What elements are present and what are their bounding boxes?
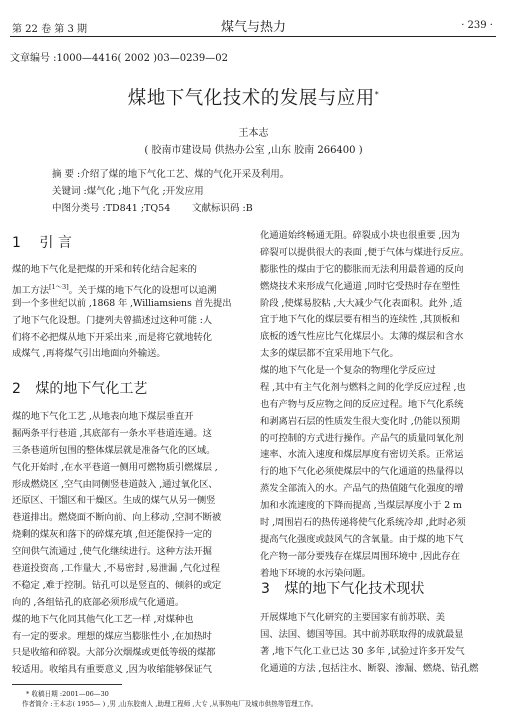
title-footnote-mark: * [374, 89, 380, 99]
text-line: 还原区、干馏区和干燥区。生成的煤气从另一侧竖 [12, 495, 216, 507]
text-line: 掘两条平行巷道 ,其底部有一条水平巷道连通。这 [12, 427, 212, 439]
text-line: 不稳定 ,难于控制。钻孔可以是竖直的、倾斜的或定 [12, 579, 222, 591]
text-line: 宜于地下气化的煤层要有相当的连续性 ,其顶板和 [260, 314, 460, 326]
text-line: 时 ,周围岩石的热传递将使气化系统冷却 ,此时必须 [260, 517, 466, 529]
section-title: 煤的地下气化技术现状 [284, 581, 425, 597]
text-line: 燃烧技术来形成气化通道 ,同时它受热时存在塑性 [260, 280, 460, 292]
text-line: 化通道始终畅通无阻。碎裂成小块也很重要 ,因为 [260, 230, 460, 241]
citation-ref: [1～3] [48, 282, 69, 291]
text-line: 向的 ,各组钻孔的底部必须形成气化通道。 [12, 596, 185, 608]
text-line: 速率、水流入速度和煤层厚度有密切关系。正常运 [260, 449, 464, 461]
text-line: 碎裂可以提供很大的表面 ,便于气体与煤进行反应。 [260, 246, 470, 258]
section-number: 3 [261, 581, 270, 597]
document-code: 文献标识码 :B [192, 203, 253, 214]
text-line: 煤的地下气化同其他气化工艺一样 ,对煤种也 [12, 613, 194, 625]
text-line: 提高气化强度或鼓风气的含氧量。由于煤的地下气 [260, 533, 464, 545]
text-line: 蒸发全部流入的水。产品气的热值随气化强度的增 [260, 483, 464, 495]
right-column-paragraph-1 [260, 228, 469, 363]
text-line: 国、法国、德国等国。其中前苏联取得的成就最显 [260, 628, 464, 640]
classification-code: 中图分类号 :TD841 ;TQ54 [52, 203, 171, 214]
text-line: 的可控制的方式进行操作。产品气的质量同氧化剂 [260, 432, 464, 444]
section-1-heading [12, 232, 72, 252]
author: 王本志 [238, 128, 269, 139]
text-line: 只是收缩和碎裂。大部分次烟煤或更低等级的煤都 [12, 647, 216, 659]
right-column-paragraph-3 [260, 610, 478, 678]
text-line: 开展煤地下气化研究的主要国家有前苏联、美 [260, 612, 445, 623]
text-line: 了地下气化设想。门捷列夫曾描述过这种可能 :人 [12, 314, 213, 326]
text-line: 化通道的方法 ,包括注水、断裂、渗漏、燃烧、钻孔燃 [260, 662, 479, 674]
text-line: 有一定的要求。理想的煤应当膨胀性小 ,在加热时 [12, 630, 212, 642]
article-id: 文章编号 :1000—4416( 2002 )03—0239—02 [10, 53, 228, 64]
section-2-heading [12, 378, 147, 398]
text-line: 著 ,地下气化工业已达 30 多年 ,试验过许多开发气 [260, 645, 465, 657]
text-line: 烧剩的煤灰和落下的碎煤充填 ,但还能保持一定的 [12, 529, 212, 541]
section-number: 2 [12, 381, 21, 397]
text-line: 着地下环境的水污染问题。 [260, 567, 371, 579]
journal-name: 煤气与热力 [220, 20, 286, 35]
footnote-received: * 收稿日期 :2001—06—30 [26, 690, 109, 698]
text-line: 巷道排出。燃烧面不断向前、向上移动 ,空洞不断被 [12, 512, 222, 524]
paper-title-text: 煤地下气化技术的发展与应用 [127, 88, 375, 109]
text-line: 阶段 ,使煤易胶粘 ,大大减少气化表面积。此外 ,适 [260, 297, 463, 309]
text-line: 巷道投资高 ,工作量大 ,不易密封 ,易泄漏 ,气化过程 [12, 563, 220, 575]
text-line: 气化开始时 ,在水平巷道一侧用可燃物质引燃煤层 , [12, 461, 218, 473]
process-paragraph [12, 409, 221, 679]
text-line: 三条巷道所包围的整体煤层就是准备气化的区域。 [12, 444, 216, 456]
right-column-paragraph-2 [260, 363, 466, 583]
section-title: 煤的地下气化工艺 [35, 381, 148, 397]
text-line: 加和水流速度的下降而提高 ,当煤层厚度小于 2 m [260, 500, 462, 512]
paper-title [0, 84, 507, 110]
text-line: 煤的地下气化是一个复杂的物理化学反应过 [260, 365, 436, 376]
footnote-rule [12, 684, 122, 685]
text-line: 煤的地下气化工艺 ,从地表向地下煤层垂直开 [12, 411, 194, 422]
footnote-author-bio: 作者简介 :王本志( 1955— ) ,男 ,山东胶南人 ,助理工程师 ,大专 ,从事热电厂及城市供热等管理工作。 [22, 700, 318, 708]
text-line: 程 ,其中有主气化剂与燃料之间的化学反应过程 ,也 [260, 381, 466, 393]
text-line: 们将不必把煤从地下开采出来 ,而是将它就地转化 [12, 331, 212, 343]
text-line: 较适用。收缩具有重要意义 ,因为收缩能够保证气 [12, 664, 212, 676]
section-number: 1 [12, 235, 21, 251]
text-line: 也有产物与反应物之间的反应过程。地下气化系统 [260, 398, 464, 410]
intro-paragraph [12, 262, 232, 363]
abstract: 摘 要 :介绍了煤的地下气化工艺、煤的气化开采及利用。 [52, 169, 290, 180]
text-line: 和剥离岩石层的性质发生很大变化时 ,仍能以预期 [260, 415, 460, 427]
text-line: 形成燃烧区 ,空气由同侧竖巷道鼓入 ,通过氧化区、 [12, 478, 218, 490]
text-line: 底板的透气性应比气化煤层小。太薄的煤层和含水 [260, 331, 464, 343]
page-number: · 239 · [461, 20, 493, 31]
affiliation: ( 胶南市建设局 供热办公室 ,山东 胶南 266400 ) [144, 145, 363, 156]
text-line: 空间供气流通过 ,使气化继续进行。这种方法开掘 [12, 546, 212, 558]
text-line: 加工方法[1～3]。关于煤的地下气化的设想可以追溯 [12, 282, 217, 296]
keywords: 关键词 :煤气化 ;地下气化 ;开发应用 [52, 186, 204, 197]
text-line: 太多的煤层都不宜采用地下气化。 [260, 348, 399, 360]
section-title: 引 言 [39, 235, 72, 251]
section-3-heading [261, 578, 424, 598]
text-line: 行的地下气化必须使煤层中的气化通道的热量得以 [260, 466, 464, 478]
volume-issue: 第 22 卷 第 3 期 [12, 24, 87, 35]
text-line: 化产物一部分要残存在煤层周围环境中 ,因此存在 [260, 550, 460, 562]
header-rule [10, 36, 496, 37]
text-line: 到一个多世纪以前 ,1868 年 ,Williamsiens 首先提出 [12, 297, 232, 309]
text-line: 煤的地下气化是把煤的开采和转化结合起来的 [12, 264, 197, 275]
text-line: 膨胀性的煤由于它的膨胀而无法利用最普通的反向 [260, 263, 464, 275]
text-line: 成煤气 ,再将煤气引出地面向外输送。 [12, 348, 166, 360]
